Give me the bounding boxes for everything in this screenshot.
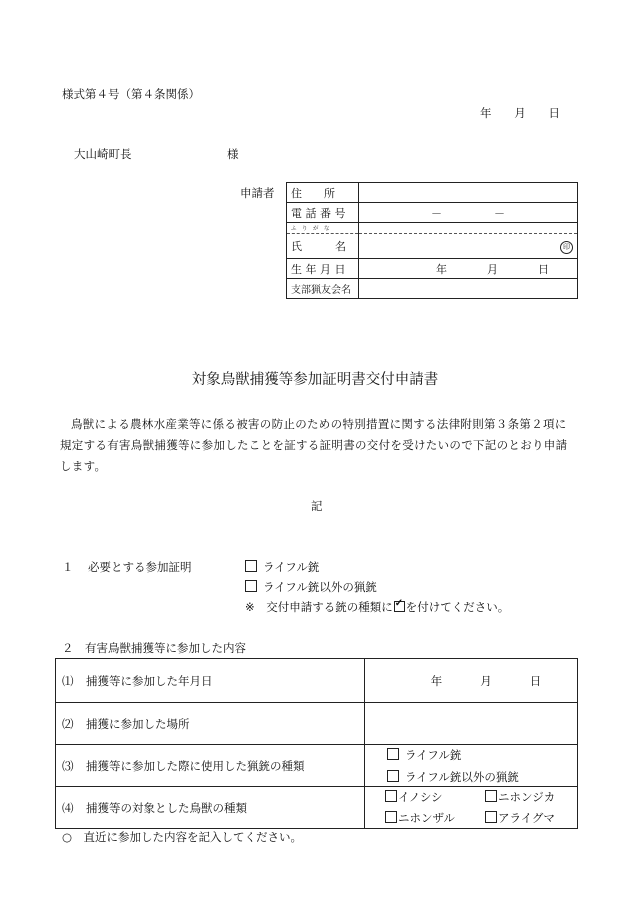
addressee-name: 大山崎町長 xyxy=(74,147,132,161)
applicant-label: 申請者 xyxy=(240,186,275,200)
date-year: 年 xyxy=(480,106,492,120)
branch-row xyxy=(287,279,578,299)
footer-note: ○ 直近に参加した内容を記入してください。 xyxy=(62,830,303,844)
dob-label: 生 年 月 日 xyxy=(287,259,359,279)
details-item-place: ⑵ 捕獲に参加した場所 xyxy=(56,703,365,745)
details-value-animal xyxy=(365,787,578,829)
addressee-honorific: 様 xyxy=(227,147,239,161)
checkbox-deer[interactable] xyxy=(485,790,497,802)
name-field[interactable] xyxy=(359,234,578,259)
dob-row xyxy=(287,259,578,279)
details-row-date xyxy=(56,659,578,703)
furigana-field[interactable] xyxy=(359,223,578,234)
note-mark: ※ xyxy=(245,600,255,614)
dob-day: 日 xyxy=(538,262,549,276)
checked-box-icon xyxy=(394,601,405,612)
details-value-place[interactable] xyxy=(365,703,578,745)
ki-label: 記 xyxy=(311,499,323,513)
document-title: 対象鳥獣捕獲等参加証明書交付申請書 xyxy=(191,372,439,388)
section1-number: １ xyxy=(62,560,74,574)
seal-icon: 印 xyxy=(560,241,573,254)
checkbox-gun-rifle[interactable] xyxy=(387,748,399,760)
details-row-animal xyxy=(56,787,578,829)
dob-field[interactable] xyxy=(359,259,578,279)
section2-heading: ２ 有害鳥獣捕獲等に参加した内容 xyxy=(62,641,246,655)
address-row xyxy=(287,183,578,203)
phone-separator-1: － xyxy=(431,206,442,220)
address-label: 住 所 xyxy=(287,183,359,203)
checkbox-rifle[interactable] xyxy=(245,560,257,572)
option-rifle-label: ライフル銃 xyxy=(263,560,320,574)
name-row xyxy=(287,234,578,259)
name-label: 氏 名 xyxy=(287,234,359,259)
details-table xyxy=(55,658,578,829)
date-header xyxy=(480,105,560,121)
section1-label: 必要とする参加証明 xyxy=(88,560,192,574)
details-item-gun: ⑶ 捕獲等に参加した際に使用した猟銃の種類 xyxy=(56,745,365,787)
branch-field[interactable] xyxy=(359,279,578,299)
body-text: 鳥獣による農林水産業等に係る被害の防止のための特別措置に関する法律附則第３条第２項に規定する有害鳥獣捕獲等に参加したことを証する証明書の交付を受けたいので下記のとおり申請します。 xyxy=(60,417,568,473)
phone-field[interactable] xyxy=(359,203,578,223)
note-after: を付けてください。 xyxy=(405,600,510,614)
form-number: 様式第４号（第４条関係） xyxy=(62,87,200,101)
details-item-animal: ⑷ 捕獲等の対象とした鳥獣の種類 xyxy=(56,787,365,829)
checkbox-raccoon[interactable] xyxy=(485,811,497,823)
applicant-table xyxy=(286,182,578,299)
checkbox-boar[interactable] xyxy=(385,790,397,802)
dob-year: 年 xyxy=(436,262,447,276)
gun-option-other[interactable]: ライフル銃以外の猟銃 xyxy=(387,769,571,785)
section1-note xyxy=(245,599,509,615)
checkbox-monkey[interactable] xyxy=(385,811,397,823)
address-field[interactable] xyxy=(359,183,578,203)
details-value-date[interactable]: 年 月 日 xyxy=(365,659,578,703)
phone-row xyxy=(287,203,578,223)
option-rifle[interactable] xyxy=(245,559,319,575)
phone-label: 電 話 番 号 xyxy=(287,203,359,223)
phone-separator-2: － xyxy=(494,206,505,220)
branch-label: 支部猟友会名 xyxy=(287,279,359,299)
animal-option-monkey[interactable]: ニホンザル xyxy=(385,810,485,826)
animal-option-raccoon[interactable]: アライグマ xyxy=(485,810,565,826)
animal-option-deer[interactable]: ニホンジカ xyxy=(485,789,565,805)
checkbox-gun-other[interactable] xyxy=(387,770,399,782)
furigana-row xyxy=(287,223,578,234)
details-row-place xyxy=(56,703,578,745)
details-item-date: ⑴ 捕獲等に参加した年月日 xyxy=(56,659,365,703)
note-before: 交付申請する銃の種類に xyxy=(266,600,393,614)
date-month: 月 xyxy=(514,106,526,120)
option-other-gun-label: ライフル銃以外の猟銃 xyxy=(263,580,377,594)
details-value-gun xyxy=(365,745,578,787)
details-row-gun xyxy=(56,745,578,787)
dob-month: 月 xyxy=(487,262,498,276)
option-other-gun[interactable] xyxy=(245,579,377,595)
animal-option-boar[interactable]: イノシシ xyxy=(385,789,485,805)
checkbox-other-gun[interactable] xyxy=(245,580,257,592)
furigana-label: ふ り が な xyxy=(287,223,359,234)
date-day: 日 xyxy=(548,106,560,120)
gun-option-rifle[interactable]: ライフル銃 xyxy=(387,747,571,763)
